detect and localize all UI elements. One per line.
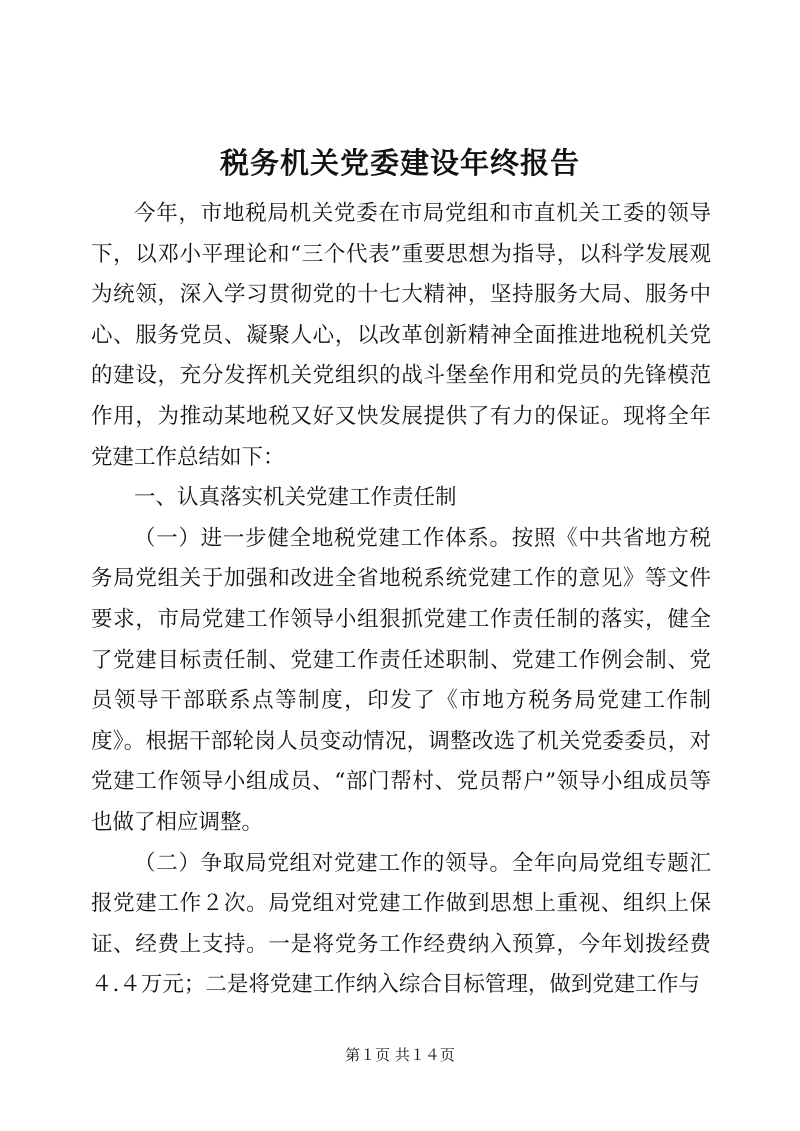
document-body (91, 194, 711, 1006)
page-footer: 第１页 共１４页 (345, 1046, 455, 1064)
document-title: 税务机关党委建设年终报告 (219, 146, 580, 180)
intro-paragraph: 今年，市地税局机关党委在市局党组和市直机关工委的领导下，以邓小平理论和“三个代表”重要思想为指导，以科学发展观为统领，深入学习贯彻党的十七大精神，坚持服务大局、服务中心、服务党员、凝聚人心，以改革创新精神全面推进地税机关党的建设，充分发挥机关党组织的战斗堡垒作用和党员的先锋模范作用，为推动某地税又好又快发展提供了有力的保证。现将全年党建工作总结如下： (91, 201, 711, 470)
subsection-paragraph-1: （一）进一步健全地税党建工作体系。按照《中共省地方税务局党组关于加强和改进全省地税系统党建工作的意见》等文件要求，市局党建工作领导小组狠抓党建工作责任制的落实，健全了党建目标责任制、党建工作责任述职制、党建工作例会制、党员领导干部联系点等制度，印发了《市地方税务局党建工作制度》。根据干部轮岗人员变动情况，调整改选了机关党委委员，对党建工作领导小组成员、“部门帮村、党员帮户”领导小组成员等也做了相应调整。 (91, 525, 711, 835)
subsection-paragraph-2: （二）争取局党组对党建工作的领导。全年向局党组专题汇报党建工作２次。局党组对党建工作做到思想上重视、组织上保证、经费上支持。一是将党务工作经费纳入预算，今年划拨经费４.４万元；二是将党建工作纳入综合目标管理，做到党建工作与 (91, 850, 711, 998)
section-heading: 一、认真落实机关党建工作责任制 (134, 485, 457, 511)
